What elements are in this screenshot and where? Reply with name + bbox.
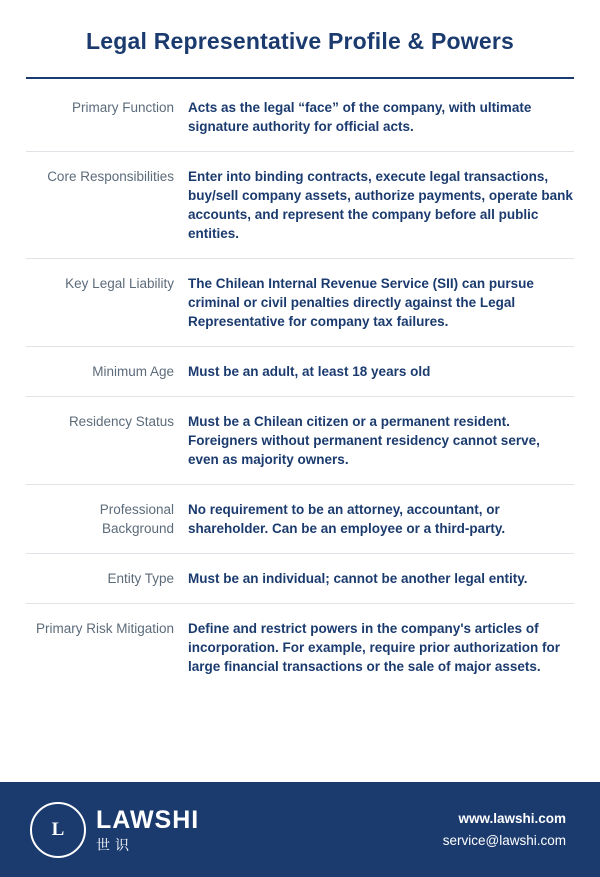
row-value: Must be an individual; cannot be another legal entity. — [188, 571, 528, 586]
title-divider — [26, 77, 574, 79]
row-label: Residency Status — [68, 414, 174, 429]
row-value: Define and restrict powers in the company's articles of incorporation. For example, require prior authorization for large financial transactions or the sale of major assets. — [188, 621, 561, 674]
footer-bar — [0, 782, 600, 877]
spec-table-body — [26, 83, 574, 691]
website-link[interactable]: www.lawshi.com — [458, 811, 566, 826]
table-row — [26, 259, 574, 347]
table-row — [26, 485, 574, 554]
row-label: Professional Background — [99, 502, 174, 536]
logo-icon: L — [30, 802, 86, 858]
row-label: Core Responsibilities — [47, 169, 174, 184]
table-row — [26, 347, 574, 397]
row-label: Entity Type — [107, 571, 174, 586]
row-value: The Chilean Internal Revenue Service (SII) can pursue criminal or civil penalties directly against the Legal Representative for company tax failures. — [188, 276, 534, 329]
row-label: Minimum Age — [92, 364, 174, 379]
brand-text — [96, 805, 200, 853]
table-row — [26, 152, 574, 259]
row-label: Key Legal Liability — [65, 276, 174, 291]
row-value: No requirement to be an attorney, accountant, or shareholder. Can be an employee or a third-party. — [188, 502, 506, 536]
brand-logo — [30, 802, 199, 858]
row-value: Acts as the legal “face” of the company, with ultimate signature authority for official acts. — [188, 100, 532, 134]
contact-info — [443, 811, 566, 848]
email-link[interactable]: service@lawshi.com — [442, 833, 566, 848]
table-row — [26, 604, 574, 692]
brand-name: LAWSHI — [96, 805, 200, 834]
row-label: Primary Function — [71, 100, 174, 115]
row-value: Enter into binding contracts, execute legal transactions, buy/sell company assets, authorize payments, operate bank accounts, and represent the company before all public entities. — [188, 169, 573, 241]
page-title: Legal Representative Profile & Powers — [86, 28, 514, 54]
table-row — [26, 554, 574, 604]
row-value: Must be a Chilean citizen or a permanent resident. Foreigners without permanent residency cannot serve, even as majority owners. — [188, 414, 540, 467]
row-value: Must be an adult, at least 18 years old — [188, 364, 431, 379]
row-label: Primary Risk Mitigation — [35, 621, 174, 636]
table-row — [26, 83, 574, 152]
table-row — [26, 397, 574, 485]
brand-subtitle: 世识 — [96, 836, 134, 853]
spec-table — [26, 83, 574, 691]
